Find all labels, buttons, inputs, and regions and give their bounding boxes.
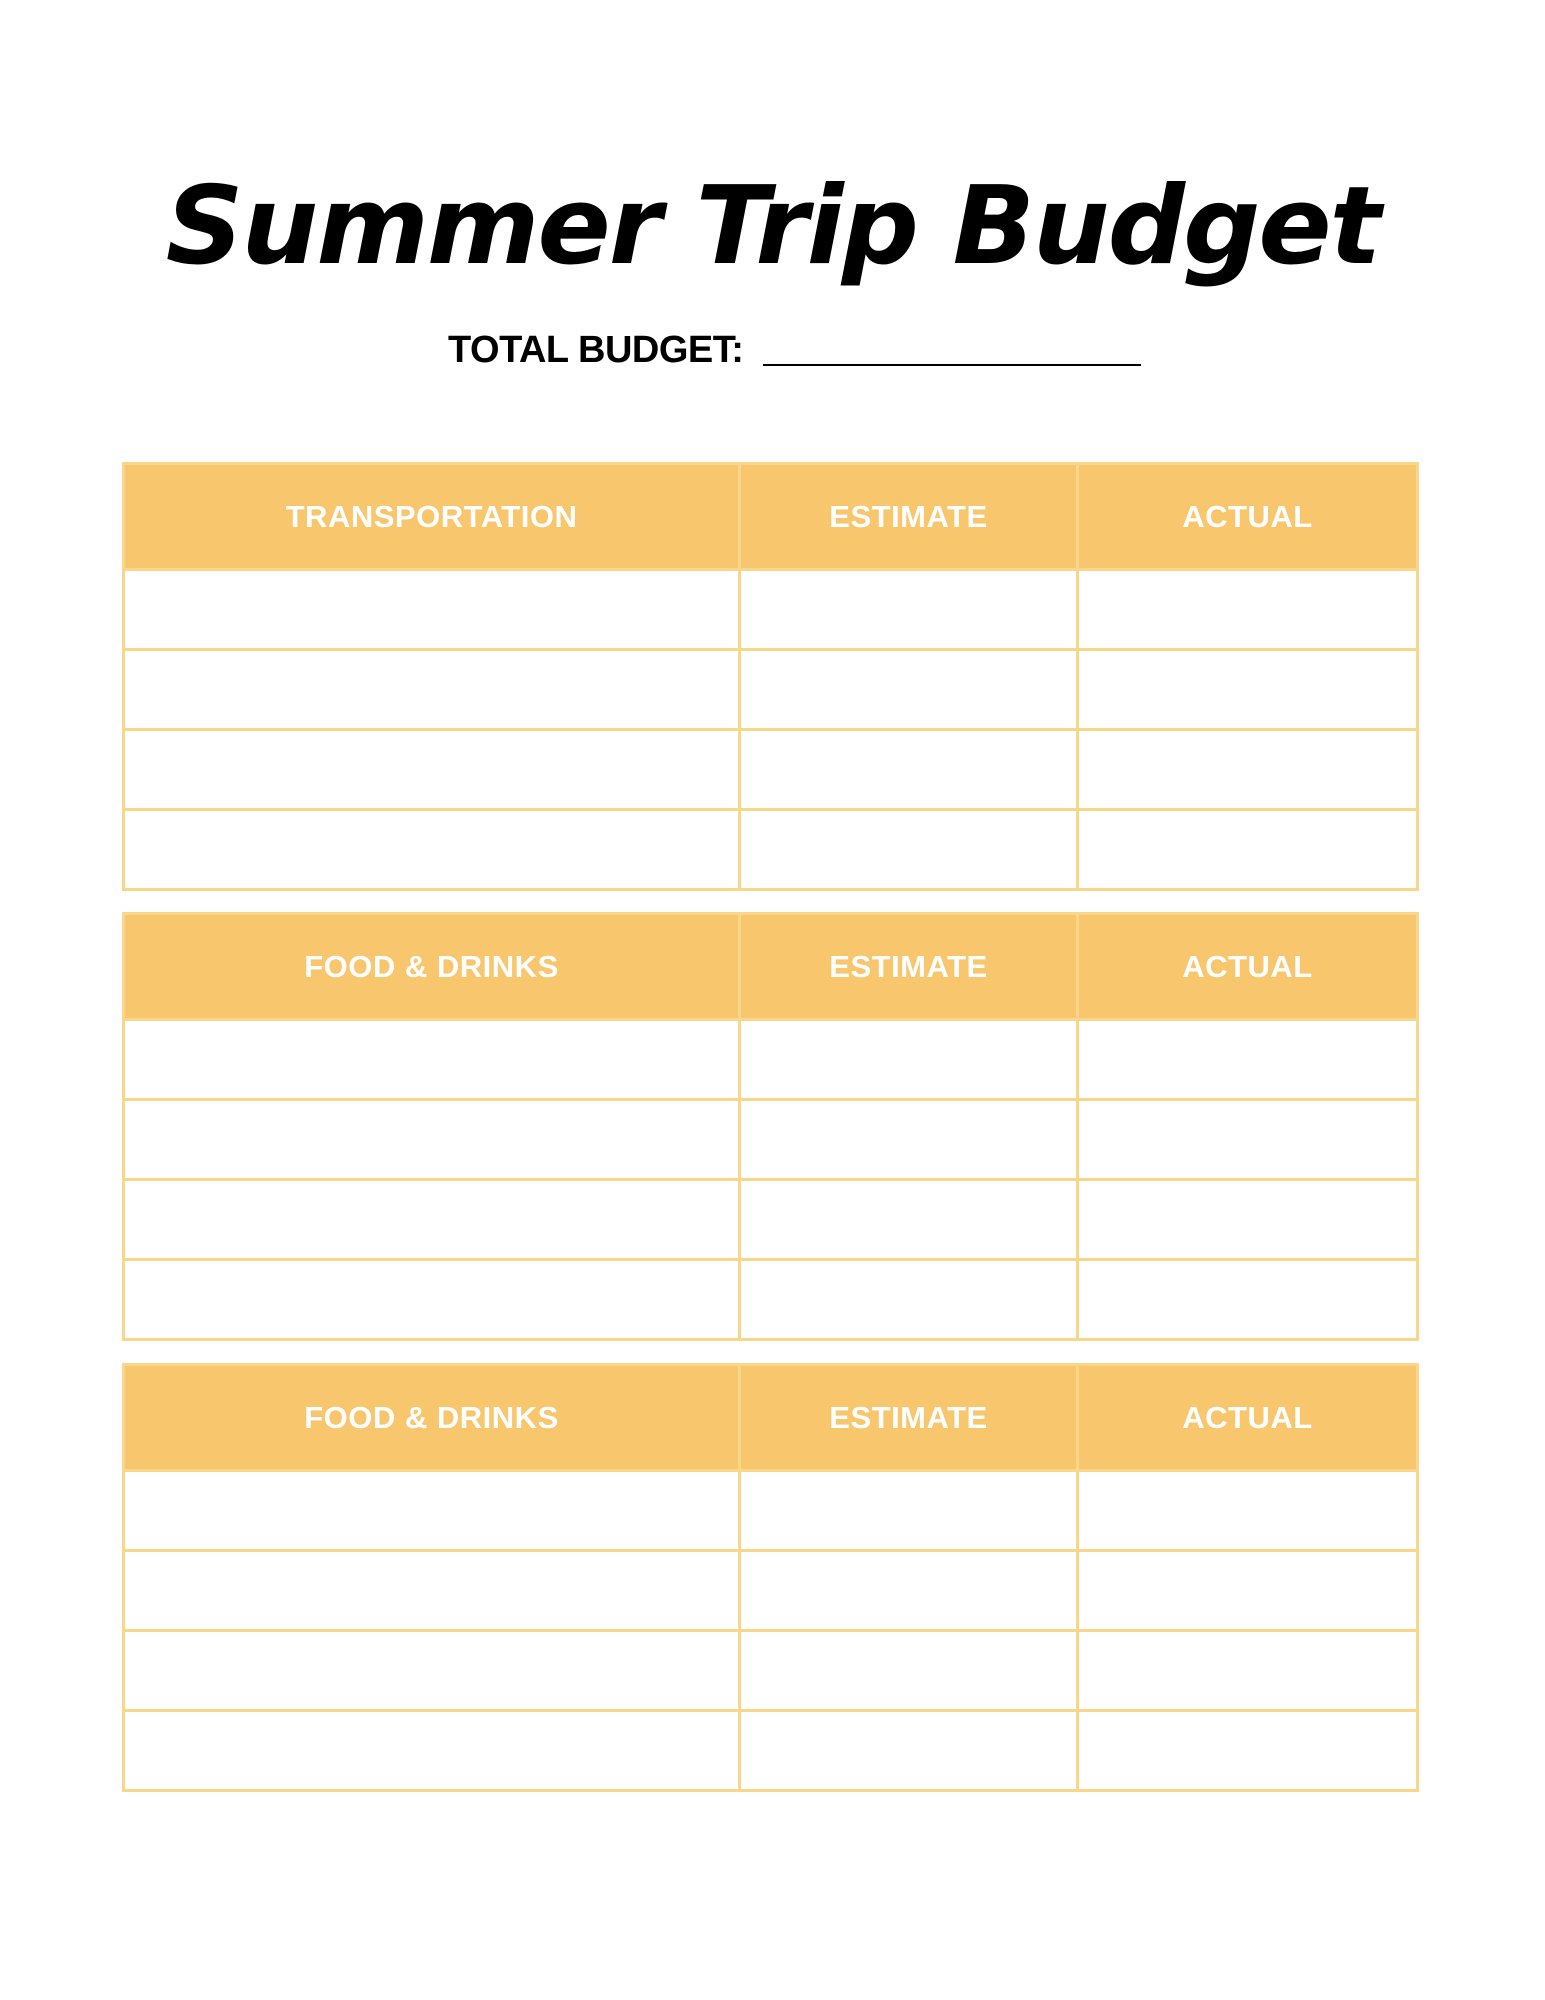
- item-cell[interactable]: [124, 1711, 740, 1791]
- actual-cell[interactable]: [1078, 1631, 1418, 1711]
- actual-cell[interactable]: [1078, 1711, 1418, 1791]
- estimate-cell[interactable]: [740, 1180, 1078, 1260]
- actual-header: ACTUAL: [1078, 1365, 1418, 1471]
- table-row: [124, 650, 1418, 730]
- item-cell[interactable]: [124, 1100, 740, 1180]
- table-row: [124, 1711, 1418, 1791]
- actual-header: ACTUAL: [1078, 464, 1418, 570]
- actual-cell[interactable]: [1078, 650, 1418, 730]
- estimate-header: ESTIMATE: [740, 1365, 1078, 1471]
- total-budget-row: [448, 322, 1141, 372]
- estimate-header: ESTIMATE: [740, 464, 1078, 570]
- table-row: [124, 1260, 1418, 1340]
- estimate-cell[interactable]: [740, 1711, 1078, 1791]
- estimate-cell[interactable]: [740, 650, 1078, 730]
- estimate-cell[interactable]: [740, 1631, 1078, 1711]
- estimate-header: ESTIMATE: [740, 914, 1078, 1020]
- table-row: [124, 1471, 1418, 1551]
- actual-cell[interactable]: [1078, 1260, 1418, 1340]
- estimate-cell[interactable]: [740, 1551, 1078, 1631]
- table-header-row: [124, 1365, 1418, 1471]
- item-cell[interactable]: [124, 1020, 740, 1100]
- item-cell[interactable]: [124, 1180, 740, 1260]
- estimate-cell[interactable]: [740, 570, 1078, 650]
- budget-table-food-drinks-2: [122, 1363, 1419, 1792]
- actual-cell[interactable]: [1078, 810, 1418, 890]
- table-row: [124, 1180, 1418, 1260]
- estimate-cell[interactable]: [740, 1471, 1078, 1551]
- table-row: [124, 1100, 1418, 1180]
- estimate-cell[interactable]: [740, 810, 1078, 890]
- table-header-row: [124, 914, 1418, 1020]
- table-row: [124, 1020, 1418, 1100]
- table-row: [124, 1631, 1418, 1711]
- item-cell[interactable]: [124, 570, 740, 650]
- estimate-cell[interactable]: [740, 1100, 1078, 1180]
- category-header: FOOD & DRINKS: [124, 914, 740, 1020]
- item-cell[interactable]: [124, 1551, 740, 1631]
- actual-cell[interactable]: [1078, 730, 1418, 810]
- estimate-cell[interactable]: [740, 1020, 1078, 1100]
- table-row: [124, 570, 1418, 650]
- actual-cell[interactable]: [1078, 1100, 1418, 1180]
- budget-table-food-drinks: [122, 912, 1419, 1341]
- item-cell[interactable]: [124, 1471, 740, 1551]
- item-cell[interactable]: [124, 1260, 740, 1340]
- actual-cell[interactable]: [1078, 1020, 1418, 1100]
- item-cell[interactable]: [124, 650, 740, 730]
- budget-table-transportation: [122, 462, 1419, 891]
- category-header: TRANSPORTATION: [124, 464, 740, 570]
- actual-cell[interactable]: [1078, 570, 1418, 650]
- item-cell[interactable]: [124, 1631, 740, 1711]
- actual-cell[interactable]: [1078, 1551, 1418, 1631]
- table-header-row: [124, 464, 1418, 570]
- item-cell[interactable]: [124, 810, 740, 890]
- table-row: [124, 730, 1418, 810]
- estimate-cell[interactable]: [740, 730, 1078, 810]
- estimate-cell[interactable]: [740, 1260, 1078, 1340]
- total-budget-label: TOTAL BUDGET:: [448, 329, 744, 371]
- category-header: FOOD & DRINKS: [124, 1365, 740, 1471]
- table-row: [124, 810, 1418, 890]
- total-budget-blank-line[interactable]: [763, 364, 1141, 366]
- actual-header: ACTUAL: [1078, 914, 1418, 1020]
- page-title: Summer Trip Budget: [165, 164, 1380, 289]
- item-cell[interactable]: [124, 730, 740, 810]
- actual-cell[interactable]: [1078, 1180, 1418, 1260]
- table-row: [124, 1551, 1418, 1631]
- actual-cell[interactable]: [1078, 1471, 1418, 1551]
